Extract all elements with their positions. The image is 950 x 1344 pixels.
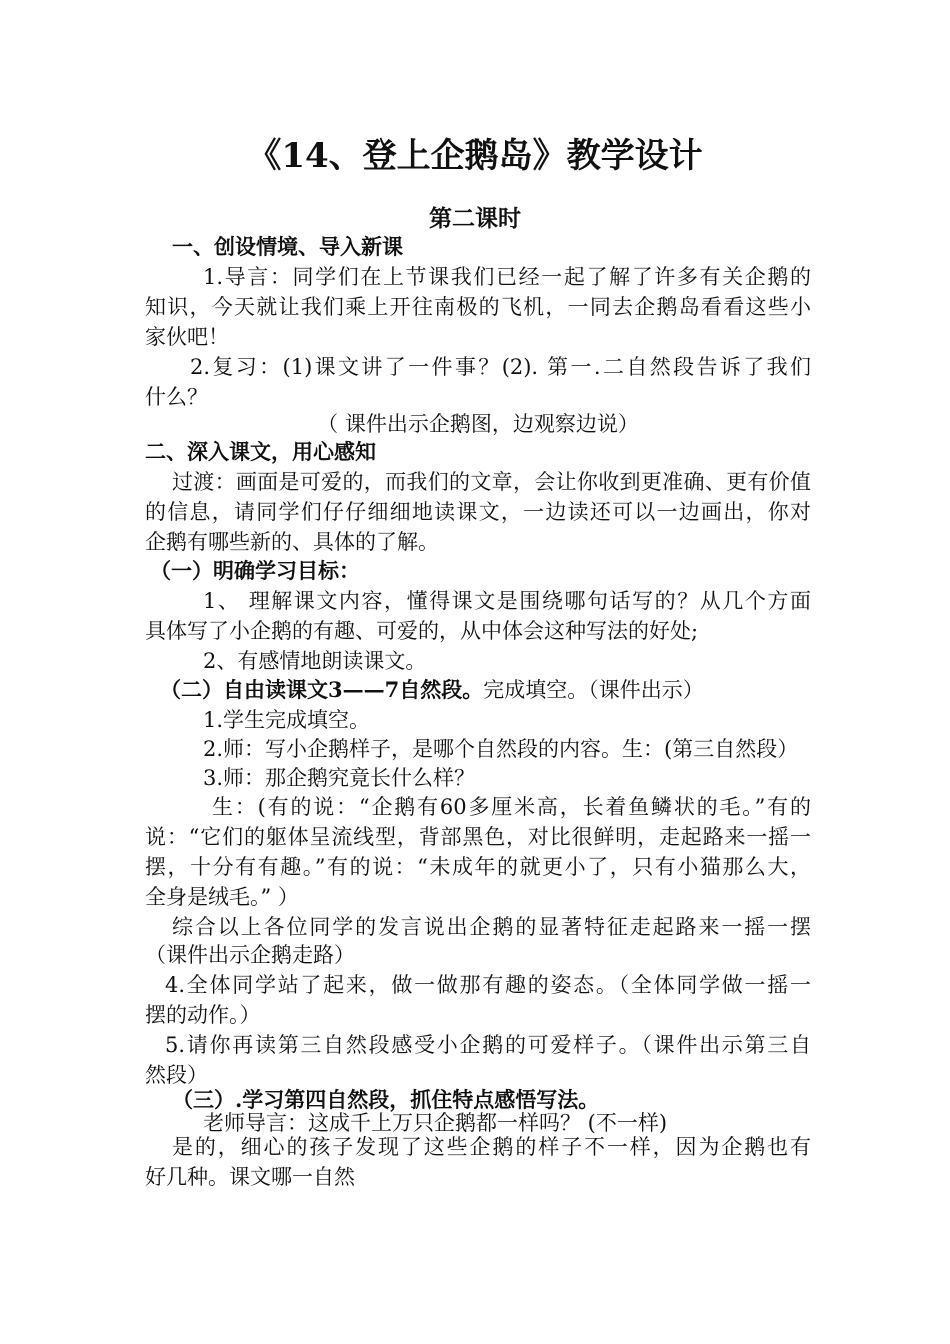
paragraph-line: 3.师：那企鹅究竟长什么样？ <box>203 766 476 790</box>
paragraph-line: 综合以上各位同学的发言说出企鹅的显著特征走起路来一摇一摆 <box>172 915 811 939</box>
subsection-heading-2-tail: 完成填空。（课件出示） <box>483 678 704 702</box>
paragraph-line: 企鹅有哪些新的、具体的了解。 <box>145 530 439 554</box>
paragraph-line: 1.学生完成填空。 <box>203 708 371 732</box>
subsection-heading-3: （三）.学习第四自然段，抓住特点感悟写法。 <box>172 1087 600 1112</box>
paragraph-line: 2、有感情地朗读课文。 <box>203 649 427 673</box>
paragraph-line: 知识，今天就让我们乘上开往南极的飞机，一同去企鹅岛看看这些小 <box>145 295 811 319</box>
paragraph-line: 好几种。课文哪一自然 <box>145 1165 355 1189</box>
section-heading-1: 一、创设情境、导入新课 <box>172 234 403 259</box>
paragraph-line: 摆的动作。） <box>145 1003 261 1027</box>
paragraph-line: 的信息，请同学们仔仔细细地读课文，一边读还可以一边画出，你对 <box>145 500 811 524</box>
lesson-period-heading: 第二课时 <box>429 205 521 232</box>
paragraph-line: 是的，细心的孩子发现了这些企鹅的样子不一样，因为企鹅也有 <box>172 1135 811 1159</box>
paragraph-line: 1、 理解课文内容，懂得课文是围绕哪句话写的？从几个方面 <box>203 589 811 613</box>
paragraph-line: 过渡：画面是可爱的，而我们的文章，会让你收到更准确、更有价值 <box>172 470 811 494</box>
paragraph-line: （课件出示企鹅走路） <box>145 943 355 967</box>
paragraph-line: 家伙吧！ <box>145 325 229 349</box>
subsection-heading-2-line <box>160 675 810 705</box>
paragraph-line: 全身是绒毛。” ） <box>145 885 299 909</box>
paragraph-line: 2.复习：(1)课文讲了一件事？(2). 第一.二自然段告诉了我们 <box>190 355 811 379</box>
paragraph-line: 摆，十分有有趣。”有的说：“未成年的就更小了，只有小猫那么大， <box>145 855 811 879</box>
subsection-heading-1: （一）明确学习目标： <box>150 558 360 583</box>
paragraph-line: 生：(有的说：“企鹅有60多厘米高，长着鱼鳞状的毛。”有的 <box>212 795 811 819</box>
paragraph-line: 2.师：写小企鹅样子，是哪个自然段的内容。生：(第三自然段） <box>203 737 799 761</box>
paragraph-line: 1.导言：同学们在上节课我们已经一起了解了许多有关企鹅的 <box>203 265 811 289</box>
paragraph-line: 4.全体同学站了起来，做一做那有趣的姿态。（全体同学做一摇一 <box>165 973 811 997</box>
paragraph-line: 说：“它们的躯体呈流线型，背部黑色，对比很鲜明，走起路来一摇一 <box>145 825 811 849</box>
section-heading-2: 二、深入课文，用心感知 <box>145 439 376 464</box>
subsection-heading-2: （二）自由读课文3——7自然段。 <box>160 677 484 702</box>
courseware-note: （ 课件出示企鹅图，边观察边说） <box>317 412 639 436</box>
paragraph-line: 具体写了小企鹅的有趣、可爱的，从中体会这种写法的好处; <box>145 619 699 643</box>
paragraph-line: 然段） <box>145 1063 208 1087</box>
document-title: 《14、登上企鹅岛》教学设计 <box>247 136 703 176</box>
paragraph-line: 什么？ <box>145 385 208 409</box>
paragraph-line: 老师导言：这成千上万只企鹅都一样吗？ (不一样) <box>203 1111 668 1135</box>
paragraph-line: 5.请你再读第三自然段感受小企鹅的可爱样子。（课件出示第三自 <box>165 1033 811 1057</box>
